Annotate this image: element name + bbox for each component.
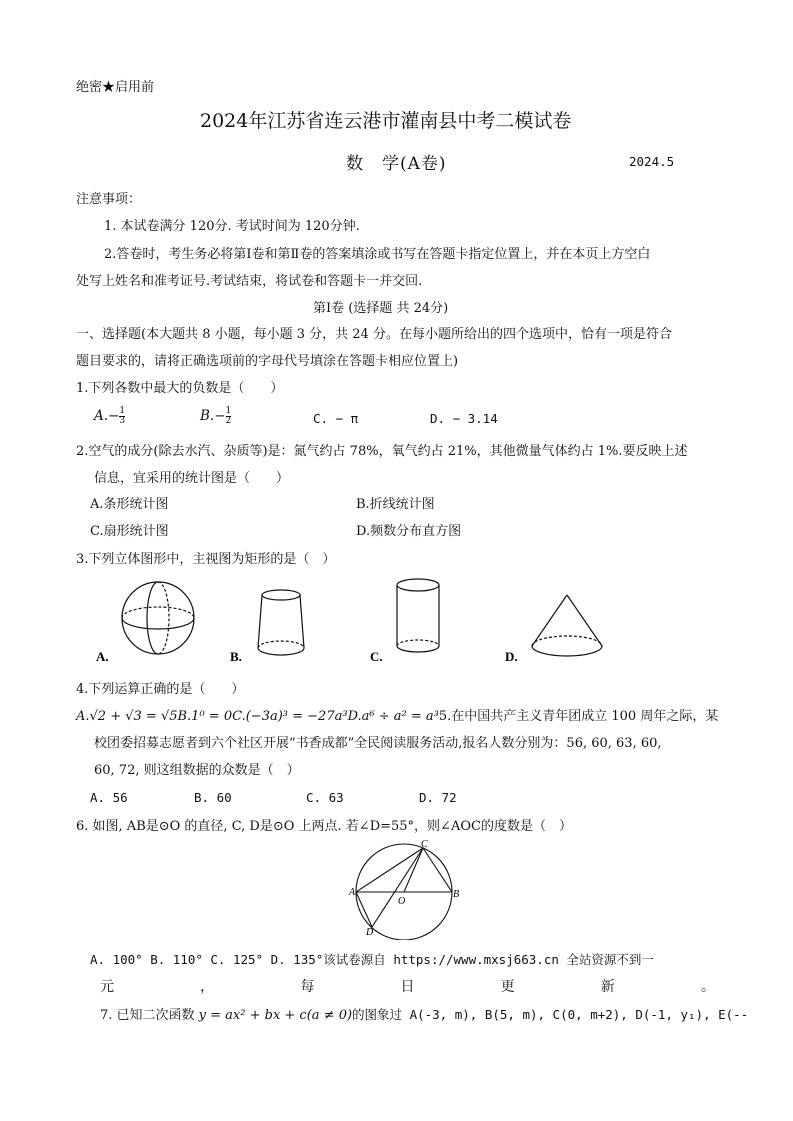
q4-option-c: C.(−3a)³ = −27a³ — [232, 709, 348, 724]
q6-spread-line — [100, 976, 715, 996]
q1-option-b: B.− $\frac{1}{2}$ — [200, 406, 232, 426]
q2-option-a: A.条形统计图 — [90, 497, 169, 512]
q4-option-a: A.√2 + √3 = √5 — [76, 709, 178, 724]
spread-char: 新 — [600, 979, 615, 995]
q1-option-d: D. − 3.14 — [430, 411, 498, 426]
q5-stem-line2: 校团委招募志愿者到六个社区开展“书香成都”全民阅读服务活动,报名人数分别为：56, 60, 63, 60, — [94, 736, 662, 751]
spread-char: 元 — [100, 979, 114, 995]
q2-stem-line2: 信息，宜采用的统计图是（ ） — [94, 471, 290, 486]
spread-char: 。 — [700, 979, 715, 995]
q7-formula: y = ax² + bx + c(a ≠ 0) — [198, 1008, 353, 1023]
q3-label-b: B. — [230, 649, 242, 664]
q3-label-c: C. — [370, 649, 383, 664]
q6-point-o: O — [398, 896, 406, 907]
section-heading: 第Ⅰ卷 (选择题 共 24分) — [313, 301, 449, 316]
spread-char: 每 — [300, 979, 315, 995]
cone-figure — [532, 595, 602, 656]
q2-option-c: C.扇形统计图 — [90, 524, 169, 539]
note-item-2-line1: 2.答卷时，考生务必将第Ⅰ卷和第Ⅱ卷的答案填涂或书写在答题卡指定位置上，并在本页上方空白 — [104, 247, 651, 262]
q5-option-d: D. 72 — [419, 790, 457, 805]
q4-stem: 4.下列运算正确的是（ ） — [76, 682, 245, 697]
q2-option-b: B.折线统计图 — [356, 497, 435, 512]
spread-char: ， — [200, 979, 215, 995]
q5-stem-line3: 60, 72, 则这组数据的众数是（ ） — [94, 763, 300, 778]
q6-point-d: D — [366, 927, 374, 938]
q3-label-d: D. — [505, 649, 518, 664]
q3-solids-figure — [80, 570, 620, 670]
q4-option-d: D.a⁶ ÷ a² = a³ — [347, 709, 439, 724]
notes-heading: 注意事项： — [76, 192, 142, 207]
section-intro-line2: 题目要求的，请将正确选项前的字母代号填涂在答题卡相应位置上) — [76, 354, 459, 369]
frustum-figure — [258, 590, 304, 655]
note-item-2-line2: 处写上姓名和准考证号.考试结束，将试卷和答题卡一并交回. — [76, 274, 423, 289]
q3-label-a: A. — [96, 649, 109, 664]
q6-point-c: C — [421, 839, 428, 850]
q6-circle-figure — [345, 835, 465, 940]
q5-stem-start: 5.在中国共产主义青年团成立 100 周年之际，某 — [438, 709, 719, 724]
exam-title: 2024年江苏省连云港市灌南县中考二模试卷 — [200, 110, 572, 132]
exam-date: 2024.5 — [629, 154, 675, 169]
q4-option-b: B.1⁰ = 0 — [177, 709, 233, 724]
q2-option-d: D.频数分布直方图 — [356, 524, 462, 539]
q6-options-line: A. 100° B. 110° C. 125° D. 135°该试卷源自 https://www.mxsj663.cn 全站资源不到一 — [90, 952, 654, 967]
q6-point-b: B — [453, 889, 460, 900]
q1-option-a: A.− $\frac{1}{3}$ — [94, 406, 126, 426]
cylinder-figure — [397, 579, 439, 652]
q5-option-a: A. 56 — [90, 790, 128, 805]
note-item-1: 1. 本试卷满分 120分. 考试时间为 120分钟. — [104, 219, 360, 234]
q6-point-a: A — [349, 887, 356, 898]
q1-option-c: C. − π — [313, 411, 359, 426]
secret-label: 绝密★启用前 — [76, 80, 155, 95]
subject-title: 数 学(A卷) — [346, 154, 447, 174]
section-intro-line1: 一、选择题(本大题共 8 小题，每小题 3 分，共 24 分。在每小题所给出的四个选项中，恰有一项是符合 — [76, 327, 672, 342]
q5-option-b: B. 60 — [194, 790, 232, 805]
q4-options-and-q5 — [76, 705, 718, 724]
spread-char: 日 — [400, 979, 415, 995]
q5-option-c: C. 63 — [306, 790, 344, 805]
q7-stem: 7. 已知二次函数 y = ax² + bx + c(a ≠ 0)的图象过 A(-3, m), B(5, m), C(0, m+2), D(-1, y₁), E(-- — [100, 1007, 749, 1023]
q2-stem-line1: 2.空气的成分(除去水汽、杂质等)是：氮气约占 78%，氧气约占 21%，其他微量气体约占 1%.要反映上述 — [76, 444, 688, 459]
spread-char: 更 — [500, 979, 515, 995]
q1-stem: 1.下列各数中最大的负数是（ ） — [76, 381, 284, 396]
sphere-figure — [122, 582, 194, 654]
q6-stem: 6. 如图, AB是⊙O 的直径, C, D是⊙O 上两点. 若∠D=55°，则∠AOC的度数是（ ） — [76, 819, 572, 834]
q3-stem: 3.下列立体图形中，主视图为矩形的是（ ） — [76, 552, 336, 567]
